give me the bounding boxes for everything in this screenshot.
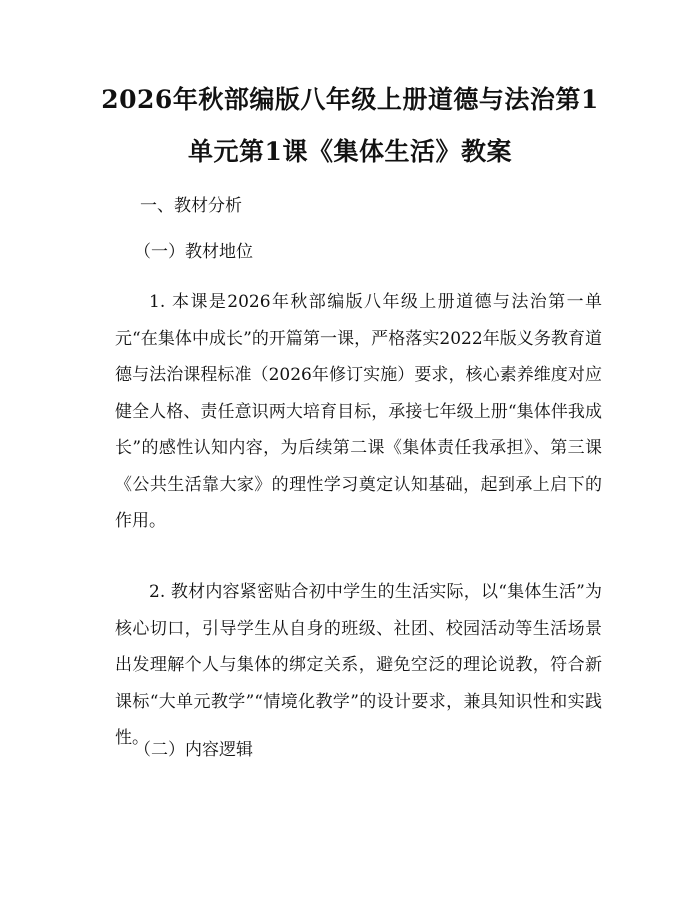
document-title-line-1: 2026年秋部编版八年级上册道德与法治第1 xyxy=(101,85,599,114)
paragraph-2: 2. 教材内容紧密贴合初中学生的生活实际，以“集体生活”为核心切口，引导学生从自身的班级、社团、校园活动等生活场景出发理解个人与集体的绑定关系，避免空泛的理论说教，符合新课标“大单元教学”“情境化教学”的设计要求，兼具知识性和实践性。 xyxy=(115,582,602,748)
subsection-heading-textbook-position: （一）教材地位 xyxy=(134,242,253,262)
section-heading-textbook-analysis: 一、教材分析 xyxy=(140,196,242,216)
subsection-heading-content-logic: （二）内容逻辑 xyxy=(134,740,253,760)
document-title-line-2: 单元第1课《集体生活》教案 xyxy=(188,137,512,166)
paragraph-1: 1. 本课是2026年秋部编版八年级上册道德与法治第一单元“在集体中成长”的开篇第一课，严格落实2022年版义务教育道德与法治课程标准（2026年修订实施）要求，核心素养维度对应健全人格、责任意识两大培育目标，承接七年级上册“集体伴我成长”的感性认知内容，为后续第二课《集体责任我承担》、第三课《公共生活靠大家》的理性学习奠定认知基础，起到承上启下的作用。 xyxy=(115,292,602,531)
